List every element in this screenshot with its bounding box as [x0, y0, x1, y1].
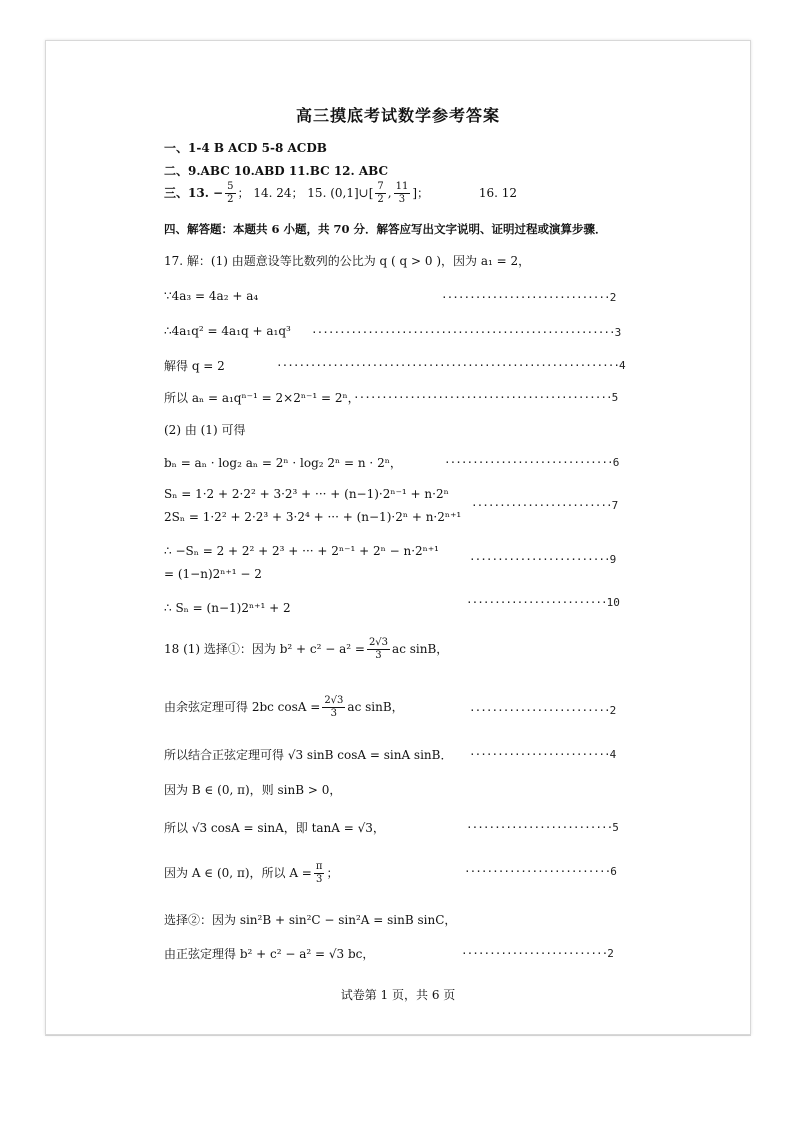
document-page: [45, 40, 751, 1035]
score-mark: ·························4: [469, 748, 617, 761]
score-mark: ······························2: [441, 291, 617, 304]
score-mark: ······························6: [444, 456, 620, 469]
answer-section-1: 一、1-4 B ACD 5-8 ACDB: [164, 141, 327, 155]
q18-fraction-3: $\frac{\pi}{3}$: [315, 861, 323, 885]
q18-line-8: 由正弦定理得 b² + c² − a² = √3 bc，: [164, 947, 375, 961]
score-mark: ·························7: [471, 499, 619, 512]
score-mark: ··························2: [461, 947, 614, 960]
score-mark: ·····························································4: [276, 359, 626, 372]
q18-fraction-2: $\frac{2√3}{3}$: [324, 695, 344, 719]
q18-line-6: 因为 A ∈ (0, π)，所以 A = $\frac{\pi}{3}$ ；: [164, 861, 339, 885]
q17-line-7: bₙ = aₙ · log₂ aₙ = 2ⁿ · log₂ 2ⁿ = n · 2ⁿ，: [164, 456, 402, 470]
section-4-heading: 四、解答题：本题共 6 小题，共 70 分．解答应写出文字说明、证明过程或演算步骤．: [164, 222, 607, 236]
q17-line-9: 2Sₙ = 1·2² + 2·2³ + 3·2⁴ + ··· + (n−1)·2ⁿ + n·2ⁿ⁺¹: [164, 510, 462, 524]
q18-line-5: 所以 √3 cosA = sinA，即 tanA = √3，: [164, 821, 385, 835]
sec3-prefix: 三、13. −: [164, 186, 224, 200]
score-mark: ·························9: [469, 553, 617, 566]
q18-fraction-1: $\frac{2√3}{3}$: [368, 637, 389, 661]
q17-line-1: 17. 解：(1) 由题意设等比数列的公比为 q ( q > 0 )，因为 a₁ = 2，: [164, 254, 531, 268]
score-mark: ··························6: [464, 865, 617, 878]
score-mark: ·························2: [469, 704, 617, 717]
q17-line-11: = (1−n)2ⁿ⁺¹ − 2: [164, 567, 262, 581]
q15-fraction-b: $\frac{11}{3}$: [395, 181, 409, 205]
q17-line-5: 所以 aₙ = a₁qⁿ⁻¹ = 2×2ⁿ⁻¹ = 2ⁿ，: [164, 391, 360, 405]
q17-line-2: ∵4a₃ = 4a₂ + a₄: [164, 289, 259, 303]
q18-line-7: 选择②：因为 sin²B + sin²C − sin²A = sinB sinC，: [164, 913, 457, 927]
page-title: 高三摸底考试数学参考答案: [295, 106, 500, 125]
q17-line-6: (2) 由 (1) 可得: [164, 423, 246, 437]
q17-line-4: 解得 q = 2: [164, 359, 225, 373]
score-mark: ······················································3: [311, 326, 622, 339]
q17-line-12: ∴ Sₙ = (n−1)2ⁿ⁺¹ + 2: [164, 601, 291, 615]
q15-fraction-a: $\frac{7}{2}$: [377, 181, 384, 205]
q18-line-3: 所以结合正弦定理可得 √3 sinB cosA = sinA sinB．: [164, 748, 453, 762]
q13-fraction: $\frac{5}{2}$: [227, 181, 234, 205]
q16: 16. 12: [478, 186, 518, 200]
score-mark: ··························5: [466, 821, 619, 834]
q18-line-2: 由余弦定理可得 2bc cosA = $\frac{2√3}{3}$ ac sinB，: [164, 695, 404, 719]
q18-line-1: 18 (1) 选择①：因为 b² + c² − a² = $\frac{2√3}{3}$ ac sinB，: [164, 637, 449, 661]
q17-line-8: Sₙ = 1·2 + 2·2² + 3·2³ + ··· + (n−1)·2ⁿ⁻¹ + n·2ⁿ: [164, 487, 449, 501]
answer-section-2: 二、9.ABC 10.ABD 11.BC 12. ABC: [164, 164, 389, 178]
q14-q15: ； 14. 24； 15. (0,1]∪[: [237, 186, 374, 200]
q17-line-10: ∴ −Sₙ = 2 + 2² + 2³ + ··· + 2ⁿ⁻¹ + 2ⁿ − n·2ⁿ⁺¹: [164, 544, 439, 558]
q15-end: ]；: [412, 186, 430, 200]
q18-line-4: 因为 B ∈ (0, π)，则 sinB > 0，: [164, 783, 342, 797]
page-footer: 试卷第 1 页，共 6 页: [340, 988, 456, 1002]
score-mark: ··············································5: [353, 391, 619, 404]
q17-line-3: ∴4a₁q² = 4a₁q + a₁q³: [164, 324, 291, 338]
score-mark: ·························10: [466, 596, 620, 609]
answer-section-3: 三、13. − $\frac{5}{2}$ ； 14. 24； 15. (0,1]∪[ $\frac{7}{2}$ , $\frac{11}{3}$ ]； 16. 12: [164, 181, 518, 205]
